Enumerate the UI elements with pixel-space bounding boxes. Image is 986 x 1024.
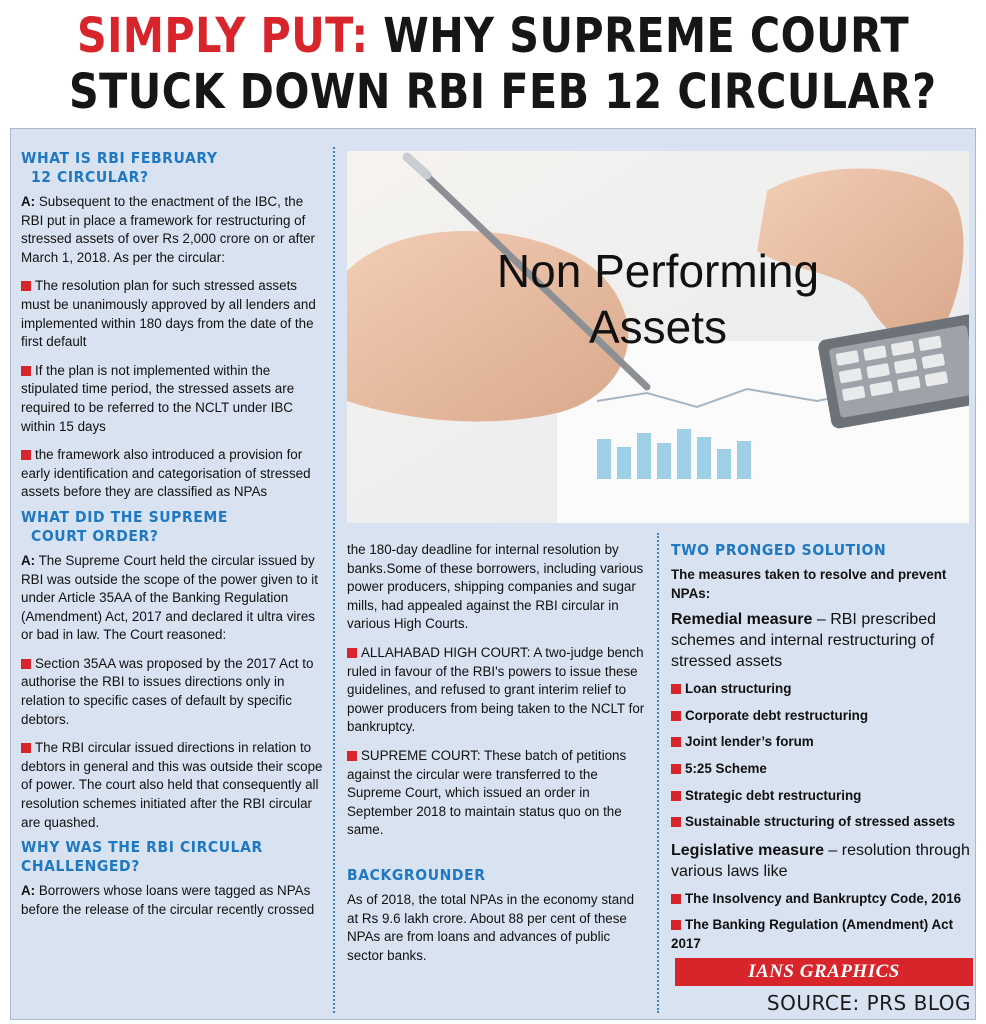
red-square-bullet [671,791,681,801]
column-middle [347,541,647,975]
list-item [671,760,971,779]
column-divider-left [333,147,335,1013]
answer-label: A: [21,194,36,209]
red-square-bullet [347,751,357,761]
list-item [671,680,971,699]
hero-caption-line2: Assets [588,301,728,353]
list-item-text: Corporate debt restructuring [685,707,869,723]
red-square-bullet [347,648,357,658]
red-square-bullet [21,366,31,376]
title-lead: SIMPLY PUT: [76,8,369,64]
list-item-text: Strategic debt restructuring [685,787,862,803]
intro-text: The measures taken to resolve and prevent NPAs: [671,567,947,601]
source-label: SOURCE: PRS BLOG [766,991,971,1015]
bullet-text: The RBI circular issued directions in relation to debtors in general and this was outside their scope of power. The court also held that consequently all resolution schemes initiated after the RBI circular are quashed. [21,740,323,830]
heading-two-pronged: TWO PRONGED SOLUTION [671,541,887,559]
list-item [671,707,971,726]
list-item [347,747,647,840]
list-item-text: The Banking Regulation (Amendment) Act 2017 [671,917,954,951]
heading-q2-line1: WHAT DID THE SUPREME [21,507,229,526]
red-square-bullet [21,659,31,669]
list-item-text: Loan structuring [685,681,792,697]
answer-text: The Supreme Court held the circular issued by RBI was outside the scope of the power given to it under Article 35AA of the Banking Regulation (Amendment) Act, 2017 and declared it ultra vires or bad in law. The Court reasoned: [21,552,318,643]
backgrounder-text: As of 2018, the total NPAs in the economy stand at Rs 9.6 lakh crore. About 88 per cent of these NPAs are from loans and advances of public sector banks. [347,891,635,963]
red-square-bullet [671,737,681,747]
red-square-bullet [671,684,681,694]
list-item-text: Sustainable structuring of stressed assets [685,814,956,830]
list-item-text: 5:25 Scheme [685,760,767,776]
red-square-bullet [671,894,681,904]
heading-q3-line2: CHALLENGED? [21,857,140,876]
remedial-label: Remedial measure [671,611,813,629]
heading-q3 [21,838,327,876]
content-panel [10,128,976,1020]
red-square-bullet [671,764,681,774]
hero-caption [347,243,969,355]
heading-q3-line1: WHY WAS THE RBI CIRCULAR [21,838,263,857]
credit-badge: IANS GRAPHICS [675,958,973,986]
remedial-measure [671,609,971,672]
list-item [21,655,327,729]
list-item [21,739,327,832]
list-item [21,446,327,502]
red-square-bullet [21,281,31,291]
legislative-text: – resolution through various laws like [671,841,970,880]
answer-label: A: [21,552,36,568]
column-left [21,149,327,929]
list-item [671,813,971,832]
heading-q1-line2: 12 CIRCULAR? [31,168,149,186]
title-line-1 [69,8,917,64]
answer-text: Borrowers whose loans were tagged as NPAs before the release of the circular recently crossed [21,883,315,917]
bullet-text: the framework also introduced a provision for early identification and categorisation of stressed assets before they are classified as NPAs [21,447,311,500]
red-square-bullet [21,450,31,460]
hero-image [347,151,969,523]
heading-q1 [21,149,327,187]
title-rest: WHY SUPREME COURT [383,8,910,64]
heading-q2-line2: COURT ORDER? [31,526,159,545]
list-item [671,787,971,806]
red-square-bullet [21,743,31,753]
answer-text: Subsequent to the enactment of the IBC, the RBI put in place a framework for restructuring of stressed assets of over Rs 2,000 crore on or after March 1, 2018. As per the circular: [21,194,315,265]
bullet-text: SUPREME COURT: These batch of petitions against the circular were transferred to the Supreme Court, which issued an order in September 2018 to maintain status quo on the same. [347,747,627,838]
list-item-text: Joint lender’s forum [685,734,814,750]
list-item-text: The Insolvency and Bankruptcy Code, 2016 [685,890,962,906]
list-item [347,644,647,737]
column-divider-right [657,533,659,1013]
answer-q1 [21,193,327,267]
answer-q3 [21,882,327,919]
page-title [69,0,937,126]
column-right [671,541,971,962]
bullet-text: Section 35AA was proposed by the 2017 Act to authorise the RBI to issues directions only in relation to specific cases of default by specific debtors. [21,655,314,727]
red-square-bullet [671,817,681,827]
list-item [671,916,971,953]
list-item [671,733,971,752]
answer-label: A: [21,883,36,899]
heading-backgrounder: BACKGROUNDER [347,865,486,884]
legislative-measure [671,840,971,882]
list-item [21,362,327,436]
list-item [21,277,327,351]
list-item [671,890,971,909]
remedial-text: – RBI prescribed schemes and internal restructuring of stressed assets [671,611,937,671]
title-line-2: STUCK DOWN RBI FEB 12 CIRCULAR? [69,64,937,120]
heading-q1-line1: WHAT IS RBI FEBRUARY [21,149,218,167]
continued-text: the 180-day deadline for internal resolution by banks.Some of these borrowers, including various power producers, shipping companies and sugar mills, had appealed against the RBI circular in various High Courts. [347,542,644,632]
heading-q2 [21,508,327,546]
bullet-text: ALLAHABAD HIGH COURT: A two-judge bench ruled in favour of the RBI's powers to issue these guidelines, and refused to grant interim relief to power producers from being taken to the NCLT for bankruptcy. [347,644,645,735]
red-square-bullet [671,920,681,930]
hero-caption-line1: Non Performing [496,245,820,297]
bullet-text: If the plan is not implemented within the stipulated time period, the stressed assets are required to be referred to the NCLT under IBC within 15 days [21,362,295,434]
answer-q2 [21,552,327,645]
legislative-label: Legislative measure [671,841,824,859]
red-square-bullet [671,711,681,721]
bullet-text: The resolution plan for such stressed assets must be unanimously approved by all lenders and implemented within 180 days from the date of the first default [21,278,316,350]
